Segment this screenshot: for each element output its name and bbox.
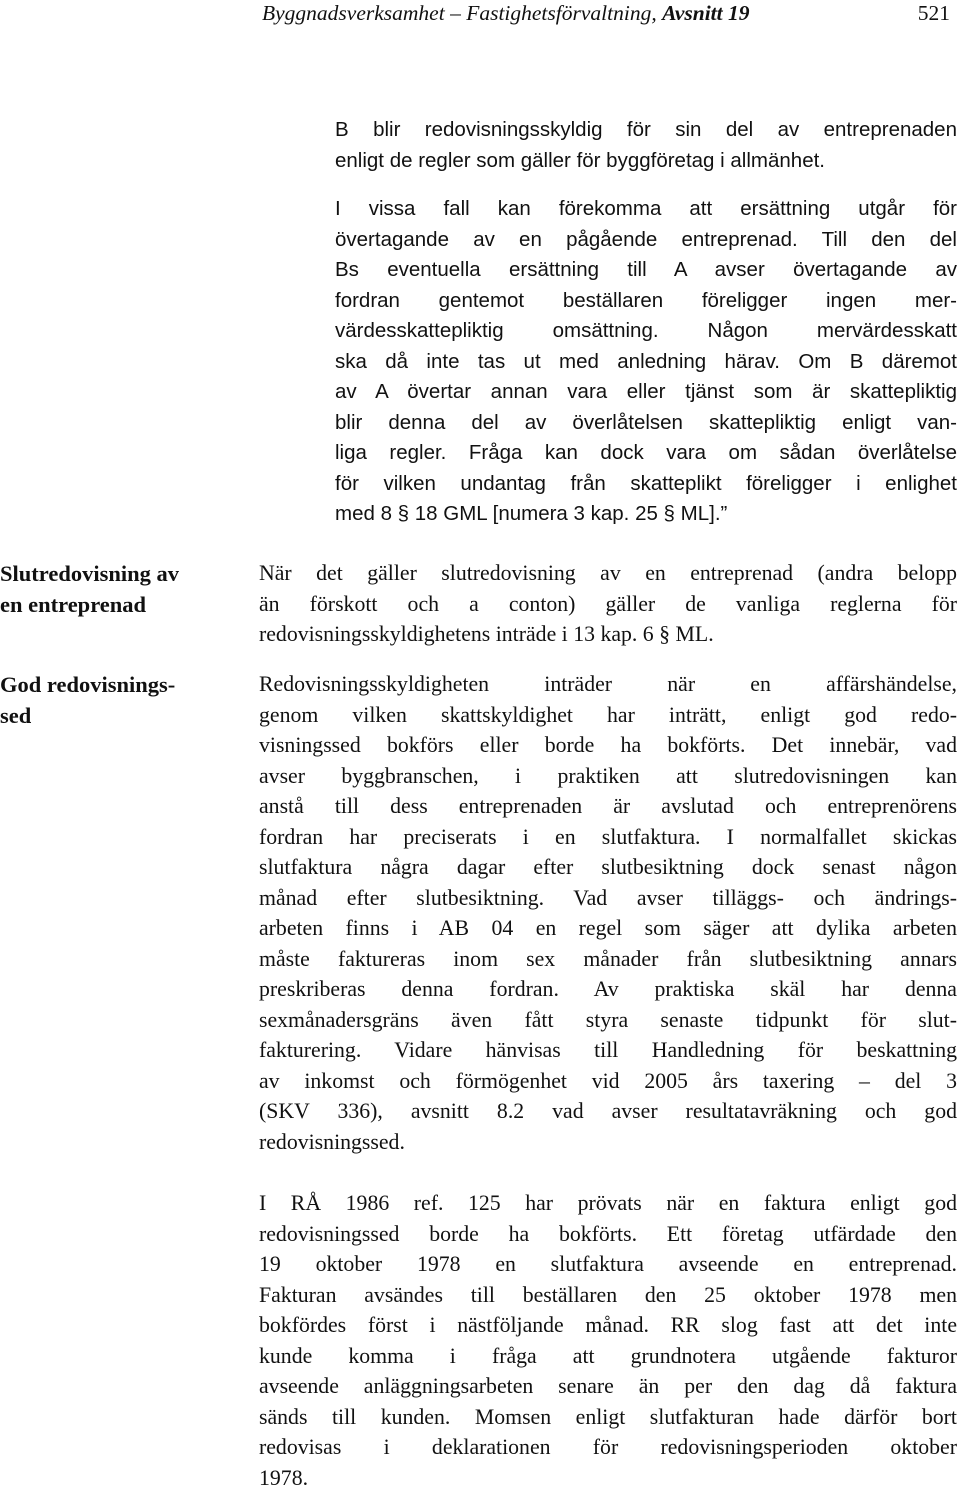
text-line: (SKV 336), avsnitt 8.2 vad avser resultatavräkning och god <box>259 1099 957 1123</box>
text-line: genom vilken skattskyldighet har inträtt, enligt god redo- <box>259 702 957 727</box>
text-line: sänds till kunden. Momsen enligt slutfakturan hade därför bort <box>259 1404 957 1429</box>
sidebar-heading-god-redovisningssed <box>0 669 240 731</box>
sidebar-heading-line: Slutredovisning av <box>0 561 180 586</box>
running-header <box>262 0 954 34</box>
text-line: för vilken undantag från skatteplikt föreligger i enlighet <box>335 471 957 495</box>
sidebar-heading-line: sed <box>0 703 32 728</box>
text-line: avser byggbranschen, i praktiken att slutredovisningen kan <box>259 763 957 788</box>
text-line: 1978. <box>259 1465 309 1490</box>
text-line: Bs eventuella ersättning till A avser övertagande av <box>335 258 957 281</box>
body-paragraph-3 <box>259 1188 957 1493</box>
body-paragraph-2 <box>259 669 957 1157</box>
text-line: kunde komma i fråga att grundnotera utgående fakturor <box>259 1343 957 1368</box>
sidebar-heading-line: en entreprenad <box>0 592 147 617</box>
text-line: bokfördes först i nästföljande månad. RR slog fast att det inte <box>259 1313 957 1337</box>
text-line: ska då inte tas ut med anledning härav. Om B däremot <box>335 349 957 373</box>
section-label: Avsnitt 19 <box>662 1 750 25</box>
text-line: När det gäller slutredovisning av en entreprenad (andra belopp <box>259 561 957 585</box>
text-line: fakturering. Vidare hänvisas till Handledning för beskattning <box>259 1038 957 1062</box>
text-line: liga regler. Fråga kan dock vara om sådan överlåtelse <box>335 441 957 464</box>
text-line: enligt de regler som gäller för byggföretag i allmänhet. <box>335 148 825 172</box>
text-line: redovisningssed. <box>259 1129 405 1154</box>
text-line: I RÅ 1986 ref. 125 har prövats när en faktura enligt god <box>259 1191 957 1215</box>
text-line: slutfaktura några dagar efter slutbesiktning dock senast någon <box>259 855 957 879</box>
text-line: 19 oktober 1978 en slutfaktura avseende en entreprenad. <box>259 1252 957 1276</box>
text-line: övertagande av en pågående entreprenad. Till den del <box>335 227 957 251</box>
quote-paragraph-2 <box>335 194 957 530</box>
text-line: blir denna del av överlåtelsen skattepliktig enligt van- <box>335 410 957 434</box>
quote-paragraph-1 <box>335 115 957 176</box>
text-line: sexmånadersgräns även fått styra senaste tidpunkt för slut- <box>259 1007 957 1032</box>
text-line: fordran har preciserats i en slutfaktura. I normalfallet skickas <box>259 824 957 849</box>
text-line: Redovisningsskyldigheten inträder när en affärshändelse, <box>259 672 957 696</box>
text-line: redovisningssed borde ha bokförts. Ett företag utfärdade den <box>259 1221 957 1246</box>
text-line: redovisas i deklarationen för redovisningsperioden oktober <box>259 1435 957 1459</box>
text-line: än förskott och a conton) gäller de vanliga reglerna för <box>259 591 957 616</box>
text-line: avseende anläggningsarbeten senare än per den dag då faktura <box>259 1374 957 1398</box>
text-line: arbeten finns i AB 04 en regel som säger att dylika arbeten <box>259 916 957 940</box>
text-line: I vissa fall kan förekomma att ersättning utgår för <box>335 197 957 220</box>
sidebar-heading-slutredovisning <box>0 558 240 620</box>
text-line: Fakturan avsändes till beställaren den 25 oktober 1978 men <box>259 1282 957 1307</box>
text-line: preskriberas denna fordran. Av praktiska skäl har denna <box>259 977 957 1001</box>
text-line: med 8 § 18 GML [numera 3 kap. 25 § ML].” <box>335 502 728 525</box>
text-line: måste faktureras inom sex månader från slutbesiktning annars <box>259 946 957 971</box>
page-number: 521 <box>917 1 950 25</box>
text-line: visningssed bokförs eller borde ha bokförts. Det innebär, vad <box>259 733 957 757</box>
text-line: värdesskattepliktig omsättning. Någon mervärdesskatt <box>335 319 957 342</box>
text-line: redovisningsskyldighetens inträde i 13 kap. 6 § ML. <box>259 622 714 646</box>
text-line: månad efter slutbesiktning. Vad avser tilläggs- och ändrings- <box>259 885 957 910</box>
text-line: av A övertar annan vara eller tjänst som är skattepliktig <box>335 380 957 403</box>
text-line: fordran gentemot beställaren föreligger ingen mer- <box>335 288 957 312</box>
text-line: av inkomst och förmögenhet vid 2005 års taxering – del 3 <box>259 1068 957 1093</box>
sidebar-heading-line: God redovisnings- <box>0 672 176 697</box>
text-line: B blir redovisningsskyldig för sin del av entreprenaden <box>335 118 957 141</box>
body-paragraph-1 <box>259 558 957 650</box>
text-line: anstå till dess entreprenaden är avslutad och entreprenörens <box>259 794 957 818</box>
running-title: Byggnadsverksamhet – Fastighetsförvaltning, <box>262 1 663 25</box>
